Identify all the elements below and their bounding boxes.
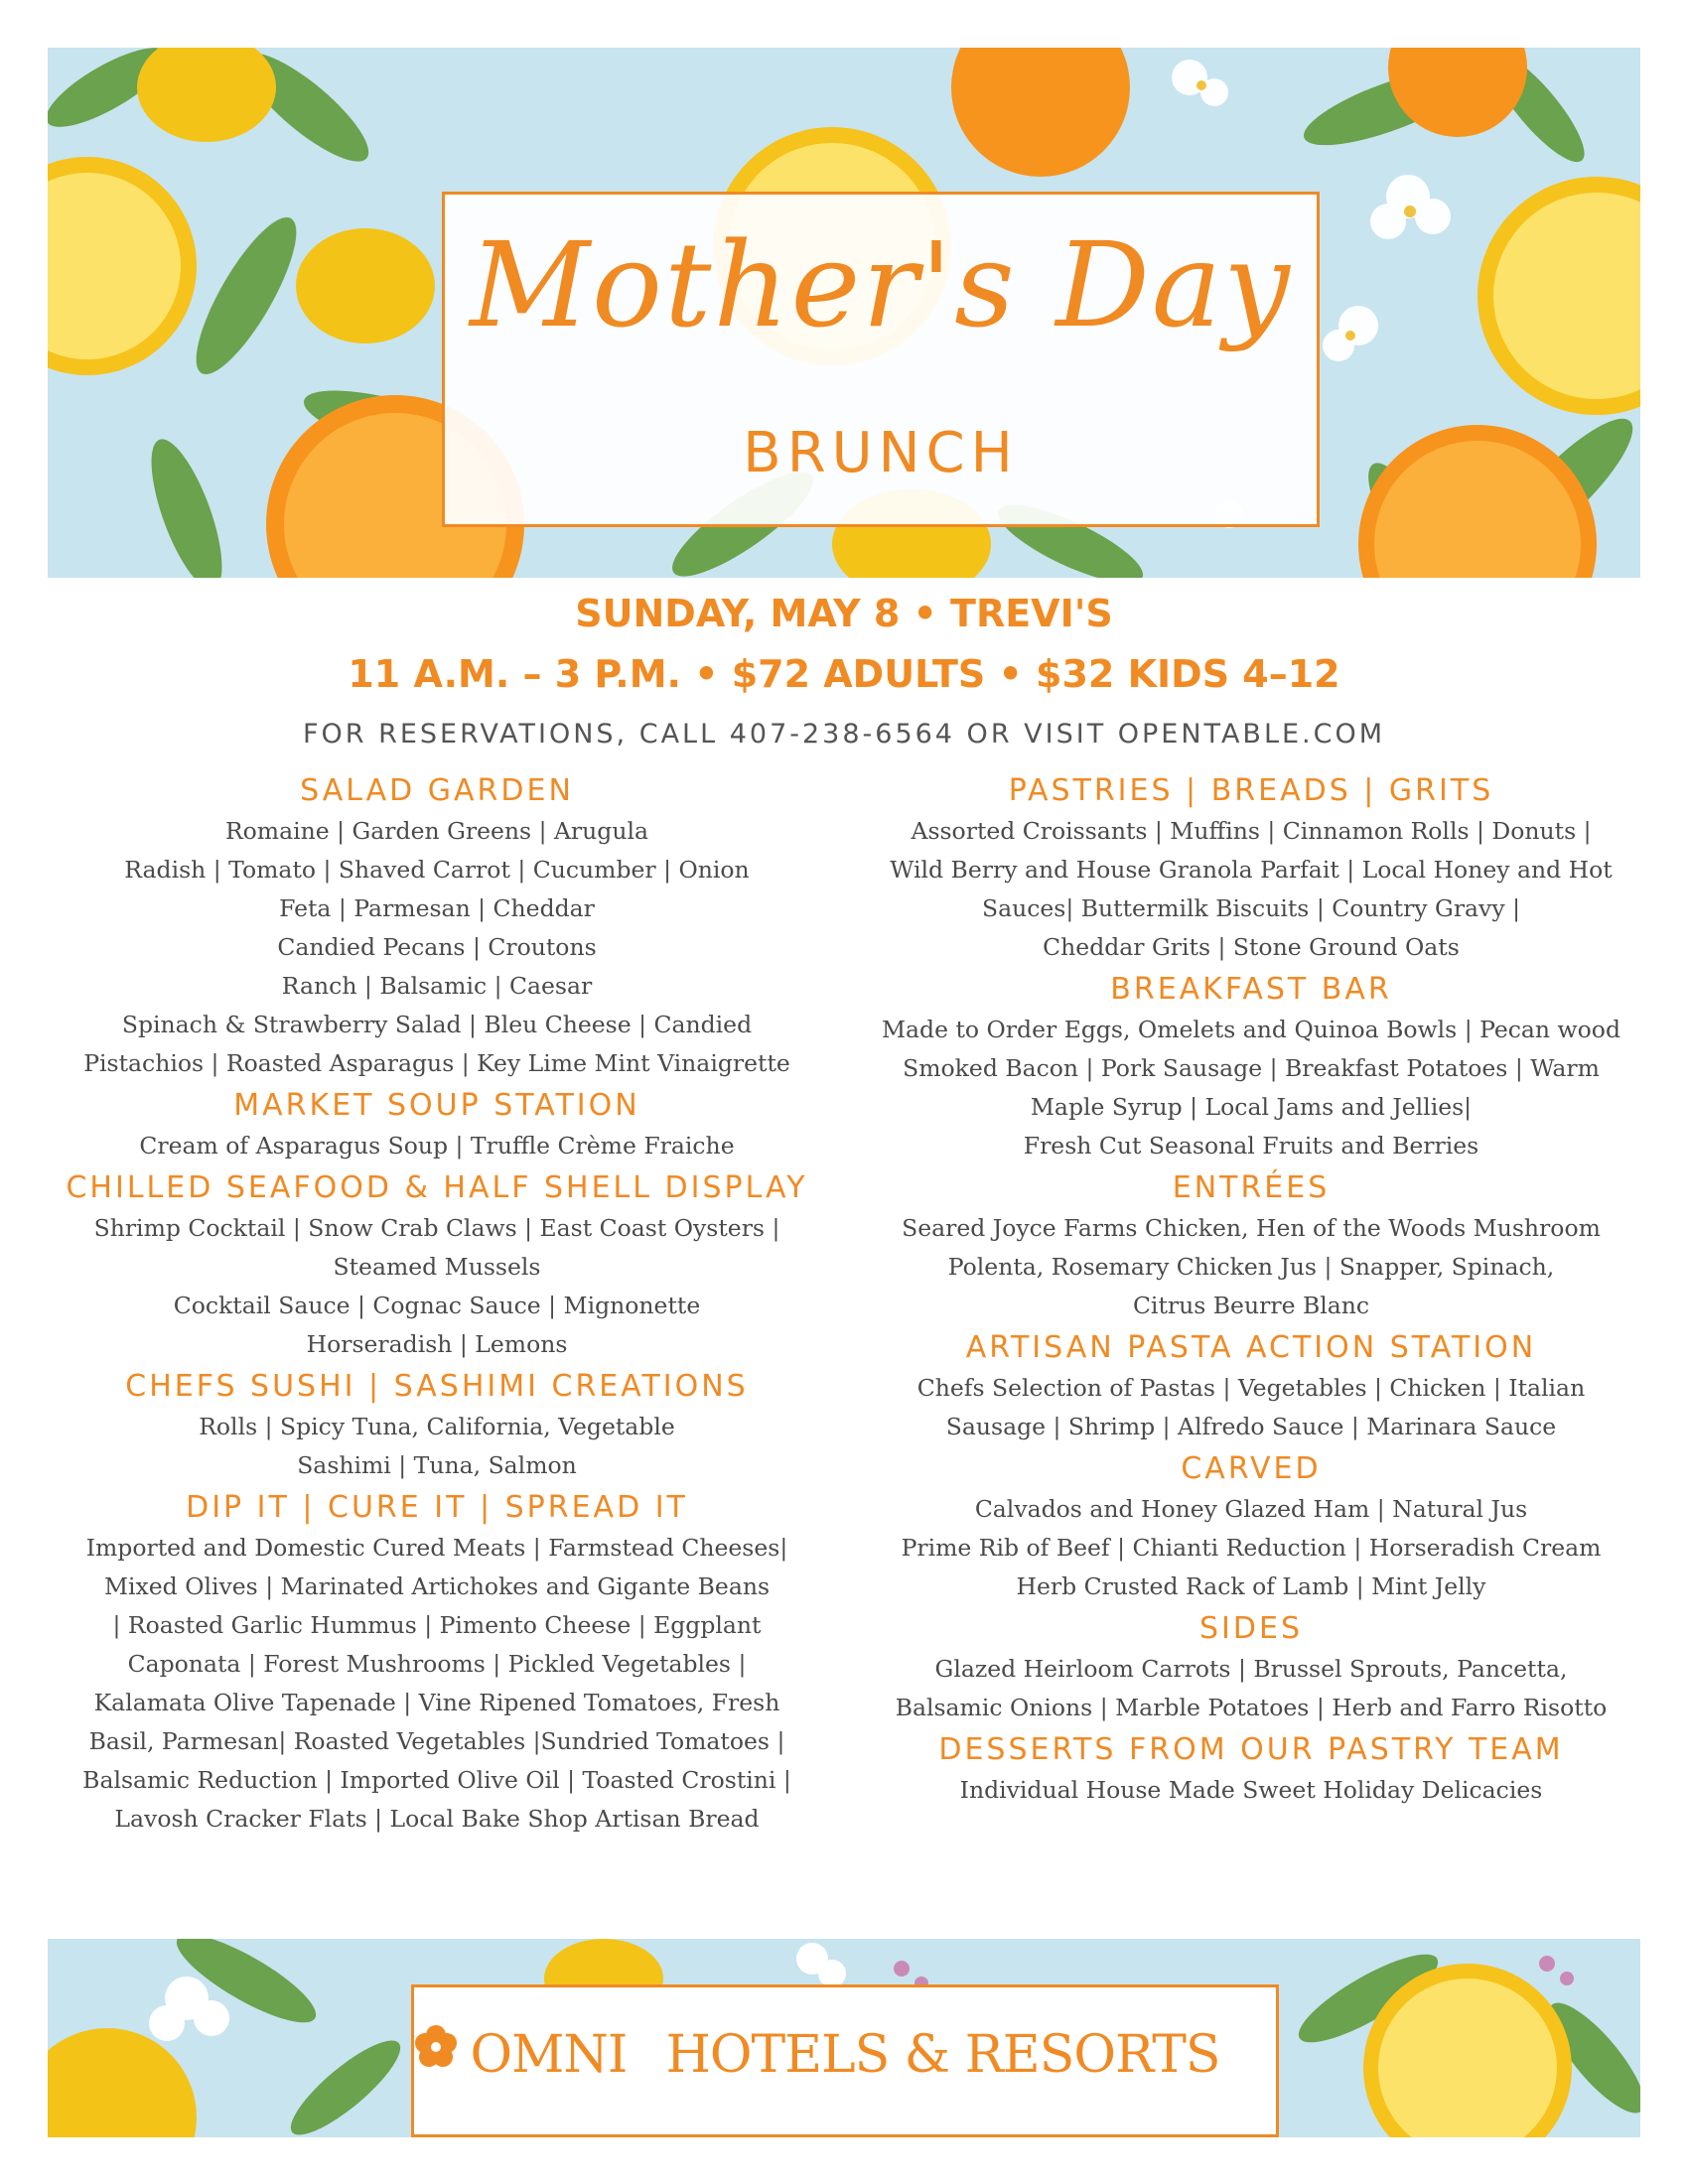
bottom-citrus-banner	[48, 1939, 1640, 2137]
event-time-price: 11 A.M. – 3 P.M. • $72 ADULTS • $32 KIDS 4–12	[348, 652, 1340, 696]
menu-item-line: Pistachios | Roasted Asparagus | Key Lime Mint Vinaigrette	[83, 1049, 790, 1077]
section-title: ENTRÉES	[1172, 1170, 1331, 1205]
menu-item-line: Fresh Cut Seasonal Fruits and Berries	[1023, 1132, 1479, 1160]
menu-item-line: Prime Rib of Beef | Chianti Reduction | Horseradish Cream	[901, 1534, 1602, 1562]
menu-item-line: Steamed Mussels	[333, 1253, 541, 1281]
menu-item-line: Sashimi | Tuna, Salmon	[297, 1451, 577, 1479]
menu-item-line: Cheddar Grits | Stone Ground Oats	[1043, 933, 1460, 961]
section-title: CARVED	[1181, 1451, 1322, 1486]
event-date-venue: SUNDAY, MAY 8 • TREVI'S	[575, 592, 1113, 635]
menu-item-line: Candied Pecans | Croutons	[277, 933, 597, 961]
menu-item-line: Polenta, Rosemary Chicken Jus | Snapper, Spinach,	[947, 1253, 1555, 1281]
menu-item-line: Sausage | Shrimp | Alfredo Sauce | Marinara Sauce	[945, 1413, 1557, 1440]
section-title: DESSERTS FROM OUR PASTRY TEAM	[938, 1732, 1564, 1767]
logo-text-omni: OMNI	[470, 2025, 628, 2085]
menu-item-line: Glazed Heirloom Carrots | Brussel Sprouts, Pancetta,	[934, 1655, 1568, 1683]
top-citrus-banner	[48, 48, 1640, 578]
event-title: Mother's Day	[470, 216, 1292, 353]
menu-item-line: Radish | Tomato | Shaved Carrot | Cucumber | Onion	[124, 856, 750, 884]
reservation-info: FOR RESERVATIONS, CALL 407-238-6564 OR VISIT OPENTABLE.COM	[302, 719, 1386, 750]
menu-item-line: Mixed Olives | Marinated Artichokes and Gigante Beans	[103, 1572, 771, 1600]
menu-item-line: Smoked Bacon | Pork Sausage | Breakfast Potatoes | Warm	[903, 1054, 1600, 1082]
section-title: SIDES	[1199, 1611, 1303, 1646]
menu-item-line: Feta | Parmesan | Cheddar	[279, 894, 595, 922]
menu-item-line: Basil, Parmesan| Roasted Vegetables |Sundried Tomatoes |	[88, 1727, 785, 1755]
menu-item-line: Cocktail Sauce | Cognac Sauce | Mignonette	[173, 1292, 701, 1319]
footer-logo-box	[411, 1984, 1279, 2137]
menu-item-line: | Roasted Garlic Hummus | Pimento Cheese | Eggplant	[112, 1611, 762, 1639]
menu-item-line: Sauces| Buttermilk Biscuits | Country Gravy |	[981, 894, 1520, 922]
menu-item-line: Balsamic Onions | Marble Potatoes | Herb and Farro Risotto	[895, 1694, 1608, 1721]
section-title: SALAD GARDEN	[300, 773, 574, 808]
menu-item-line: Made to Order Eggs, Omelets and Quinoa Bowls | Pecan wood	[881, 1016, 1620, 1043]
menu-item-line: Balsamic Reduction | Imported Olive Oil | Toasted Crostini |	[82, 1766, 791, 1794]
menu-item-line: Shrimp Cocktail | Snow Crab Claws | East Coast Oysters |	[93, 1214, 780, 1242]
section-title: MARKET SOUP STATION	[233, 1088, 640, 1123]
menu-item-line: Seared Joyce Farms Chicken, Hen of the Woods Mushroom	[902, 1214, 1601, 1242]
menu-item-line: Horseradish | Lemons	[306, 1330, 568, 1358]
title-box	[442, 192, 1320, 527]
menu-item-line: Ranch | Balsamic | Caesar	[281, 972, 593, 1000]
menu-item-line: Maple Syrup | Local Jams and Jellies|	[1030, 1093, 1473, 1121]
section-title: PASTRIES | BREADS | GRITS	[1008, 773, 1494, 808]
menu-item-line: Individual House Made Sweet Holiday Delicacies	[959, 1776, 1543, 1804]
menu-item-line: Imported and Domestic Cured Meats | Farmstead Cheeses|	[85, 1534, 788, 1562]
section-title: ARTISAN PASTA ACTION STATION	[965, 1330, 1537, 1365]
menu-item-line: Chefs Selection of Pastas | Vegetables | Chicken | Italian	[916, 1374, 1586, 1402]
menu-item-line: Lavosh Cracker Flats | Local Bake Shop Artisan Bread	[114, 1805, 760, 1833]
menu-item-line: Herb Crusted Rack of Lamb | Mint Jelly	[1016, 1572, 1486, 1600]
menu-item-line: Caponata | Forest Mushrooms | Pickled Vegetables |	[127, 1650, 747, 1678]
menu-item-line: Wild Berry and House Granola Parfait | Local Honey and Hot	[890, 856, 1613, 884]
menu-item-line: Romaine | Garden Greens | Arugula	[224, 817, 649, 845]
menu-item-line: Calvados and Honey Glazed Ham | Natural Jus	[974, 1495, 1528, 1523]
menu-right-column	[854, 768, 1648, 1810]
section-title: BREAKFAST BAR	[1110, 972, 1392, 1007]
section-title: DIP IT | CURE IT | SPREAD IT	[186, 1490, 688, 1525]
menu-item-line: Assorted Croissants | Muffins | Cinnamon Rolls | Donuts |	[911, 817, 1592, 845]
section-title: CHILLED SEAFOOD & HALF SHELL DISPLAY	[66, 1170, 808, 1205]
menu-item-line: Kalamata Olive Tapenade | Vine Ripened Tomatoes, Fresh	[93, 1689, 780, 1716]
menu-item-line: Cream of Asparagus Soup | Truffle Crème Fraiche	[139, 1132, 735, 1160]
menu-item-line: Rolls | Spicy Tuna, California, Vegetable	[199, 1413, 675, 1440]
menu-left-column	[40, 768, 834, 1839]
event-subtitle: BRUNCH	[743, 421, 1019, 485]
omni-logo	[414, 2025, 1276, 2085]
menu-item-line: Spinach & Strawberry Salad | Bleu Cheese | Candied	[121, 1011, 753, 1038]
logo-text-hotels-resorts: HOTELS & RESORTS	[665, 2025, 1220, 2085]
section-title: CHEFS SUSHI | SASHIMI CREATIONS	[125, 1369, 749, 1404]
menu-item-line: Citrus Beurre Blanc	[1132, 1292, 1370, 1319]
